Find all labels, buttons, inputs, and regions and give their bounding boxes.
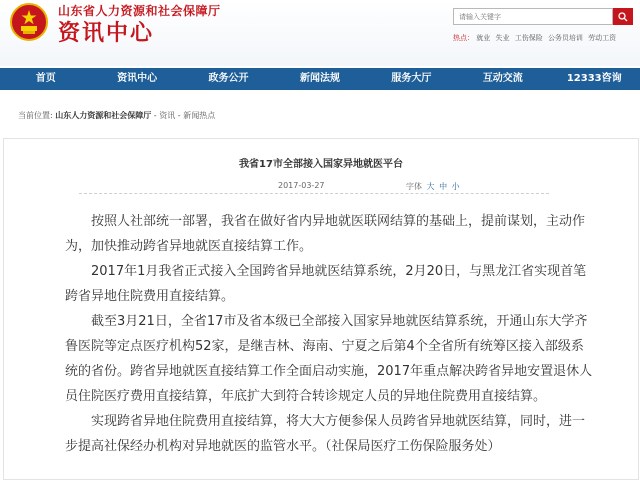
- article-paragraph: 实现跨省异地住院费用直接结算，将大大方便参保人员跨省异地就医结算，同时，进一步提高社保经办机构对异地就医的监管水平。（社保局医疗工伤保险服务处）: [65, 414, 586, 454]
- font-size-controls: [406, 181, 460, 192]
- search-icon: [618, 12, 628, 22]
- breadcrumb-path[interactable]: - 资讯 - 新闻热点: [151, 111, 216, 120]
- hot-keyword-link[interactable]: 公务员培训: [547, 34, 583, 42]
- nav-item-government-affairs[interactable]: 政务公开: [208, 73, 249, 84]
- breadcrumb-prefix: 当前位置:: [18, 111, 53, 120]
- article-paragraph: 截至3月21日，全省17市及省本级已全部接入国家异地就医结算系统，开通山东大学齐鲁医院等定点医疗机构52家，是继吉林、海南、宁夏之后第4个全省所有统筹区接入部级系统的省份。跨省异地就医直接结算工作全面启动实施，2017年重点解决跨省异地安置退休人员住院医疗费用直接结算，年底扩大到符合转诊规定人员的异地住院费用直接结算。: [65, 314, 593, 404]
- nav-item-12333-consult[interactable]: 12333咨询: [566, 73, 622, 84]
- hot-label: 热点：: [453, 34, 474, 42]
- nav-item-news-center[interactable]: 资讯中心: [117, 73, 158, 84]
- nav-item-service-hall[interactable]: 服务大厅: [391, 73, 432, 84]
- nav-item-interaction[interactable]: 互动交流: [482, 73, 523, 84]
- hot-keyword-link[interactable]: 劳动工资: [588, 34, 617, 42]
- article-paragraph: 按照人社部统一部署，我省在做好省内异地就医联网结算的基础上，提前谋划，主动作为，加快推动跨省异地就医直接结算工作。: [65, 214, 586, 254]
- site-header: [0, 0, 640, 66]
- article-paragraph: 2017年1月我省正式接入全国跨省异地就医结算系统，2月20日，与黑龙江省实现首笔跨省异地住院费用直接结算。: [65, 264, 587, 304]
- national-emblem-icon: [9, 2, 49, 42]
- font-size-medium-button[interactable]: 中: [439, 182, 448, 191]
- section-name: 资讯中心: [58, 21, 155, 46]
- hot-keyword-link[interactable]: 失业: [495, 34, 510, 42]
- search-input[interactable]: [453, 8, 613, 25]
- article-meta: [79, 177, 549, 194]
- nav-item-news-regulations[interactable]: 新闻法规: [299, 73, 340, 84]
- font-size-label: 字体: [406, 182, 422, 191]
- article-title: 我省17市全部接入国家异地就医平台: [239, 159, 403, 170]
- site-name[interactable]: 山东省人力资源和社会保障厅: [58, 4, 221, 18]
- main-nav: [0, 68, 640, 90]
- font-size-small-button[interactable]: 小: [451, 182, 460, 191]
- article-date: 2017-03-27: [278, 181, 325, 190]
- font-size-large-button[interactable]: 大: [426, 182, 435, 191]
- article-body: [65, 209, 593, 459]
- hot-keyword-link[interactable]: 工伤保险: [514, 34, 543, 42]
- hot-keyword-link[interactable]: 就业: [476, 34, 491, 42]
- breadcrumb-site-link[interactable]: 山东人力资源和社会保障厅: [55, 111, 152, 120]
- nav-item-home[interactable]: 首页: [35, 73, 56, 84]
- breadcrumb: [18, 110, 215, 121]
- search-button[interactable]: [613, 8, 633, 25]
- article-panel: [3, 138, 639, 480]
- hot-keywords: [453, 33, 619, 43]
